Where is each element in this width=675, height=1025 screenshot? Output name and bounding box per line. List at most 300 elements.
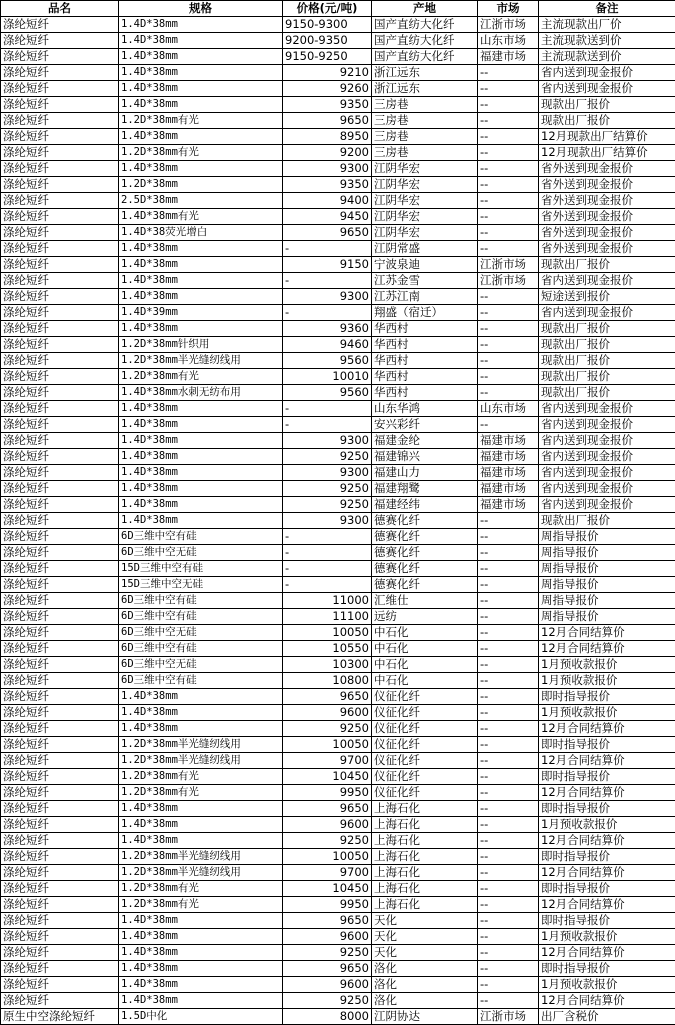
cell-remark: 省内送到现金报价 [539,81,675,97]
cell-remark: 省外送到现金报价 [539,209,675,225]
cell-spec: 1.4D*38mm [119,241,283,257]
cell-price: 9560 [283,353,372,369]
cell-market: -- [478,113,539,129]
cell-origin: 江阴华宏 [372,209,478,225]
cell-price: 9560 [283,385,372,401]
table-row [1,1009,675,1025]
table-row [1,865,675,881]
cell-market: -- [478,369,539,385]
cell-product: 涤纶短纤 [1,465,119,481]
table-row [1,193,675,209]
cell-origin: 华西村 [372,353,478,369]
cell-market: -- [478,913,539,929]
cell-market: -- [478,529,539,545]
cell-market: -- [478,993,539,1009]
table-row [1,801,675,817]
cell-origin: 仪征化纤 [372,705,478,721]
cell-remark: 即时指导报价 [539,849,675,865]
cell-remark: 省内送到现金报价 [539,417,675,433]
cell-price: 9650 [283,689,372,705]
cell-spec: 1.4D*38mm [119,481,283,497]
cell-remark: 1月预收款报价 [539,657,675,673]
cell-market: -- [478,705,539,721]
cell-product: 涤纶短纤 [1,657,119,673]
table-row [1,241,675,257]
cell-market: -- [478,225,539,241]
table-row [1,929,675,945]
cell-spec: 1.4D*38mm [119,17,283,33]
cell-market: -- [478,785,539,801]
cell-remark: 12月合同结算价 [539,785,675,801]
cell-market: -- [478,145,539,161]
cell-origin: 福建锦兴 [372,449,478,465]
cell-spec: 1.4D*38mm [119,257,283,273]
table-row [1,913,675,929]
table-row [1,721,675,737]
cell-spec: 1.4D*38mm水刺无纺布用 [119,385,283,401]
table-row [1,689,675,705]
table-row [1,881,675,897]
cell-price: 10450 [283,881,372,897]
cell-market: -- [478,593,539,609]
cell-remark: 省外送到现金报价 [539,193,675,209]
cell-remark: 周指导报价 [539,593,675,609]
table-row [1,97,675,113]
table-row [1,561,675,577]
cell-origin: 上海石化 [372,849,478,865]
cell-product: 涤纶短纤 [1,705,119,721]
cell-market: -- [478,241,539,257]
cell-origin: 华西村 [372,369,478,385]
cell-price: 9260 [283,81,372,97]
cell-origin: 天化 [372,945,478,961]
header-origin: 产地 [372,1,478,17]
cell-market: -- [478,81,539,97]
cell-origin: 国产直纺大化纤 [372,17,478,33]
cell-spec: 1.4D*38mm [119,129,283,145]
table-row [1,513,675,529]
cell-market: -- [478,161,539,177]
cell-product: 涤纶短纤 [1,129,119,145]
cell-remark: 主流现款送到价 [539,33,675,49]
cell-market: -- [478,417,539,433]
cell-market: -- [478,337,539,353]
cell-remark: 12月合同结算价 [539,721,675,737]
cell-product: 涤纶短纤 [1,945,119,961]
cell-spec: 6D三维中空有硅 [119,609,283,625]
cell-price: - [283,529,372,545]
cell-origin: 江苏江南 [372,289,478,305]
cell-market: -- [478,897,539,913]
cell-price: - [283,401,372,417]
cell-remark: 即时指导报价 [539,801,675,817]
cell-origin: 上海石化 [372,817,478,833]
table-row [1,385,675,401]
cell-product: 涤纶短纤 [1,849,119,865]
cell-spec: 1.4D*38mm [119,33,283,49]
cell-origin: 仪征化纤 [372,753,478,769]
cell-price: 9700 [283,753,372,769]
cell-origin: 福建金纶 [372,433,478,449]
cell-origin: 德赛化纤 [372,513,478,529]
cell-product: 涤纶短纤 [1,433,119,449]
cell-price: 10550 [283,641,372,657]
cell-remark: 省内送到现金报价 [539,433,675,449]
cell-origin: 洛化 [372,977,478,993]
cell-spec: 1.4D*38mm [119,961,283,977]
cell-product: 涤纶短纤 [1,385,119,401]
cell-origin: 上海石化 [372,881,478,897]
cell-remark: 12月现款出厂结算价 [539,129,675,145]
cell-origin: 安兴彩纤 [372,417,478,433]
cell-spec: 1.2D*38mm有光 [119,113,283,129]
table-row [1,945,675,961]
table-row [1,769,675,785]
cell-origin: 仪征化纤 [372,689,478,705]
cell-spec: 1.4D*38mm [119,97,283,113]
cell-remark: 即时指导报价 [539,737,675,753]
table-row [1,17,675,33]
table-row [1,369,675,385]
cell-product: 涤纶短纤 [1,49,119,65]
cell-origin: 洛化 [372,961,478,977]
cell-origin: 德赛化纤 [372,529,478,545]
cell-spec: 1.4D*38mm [119,705,283,721]
cell-price: 9600 [283,929,372,945]
cell-origin: 三房巷 [372,113,478,129]
cell-origin: 中石化 [372,625,478,641]
cell-product: 涤纶短纤 [1,993,119,1009]
cell-market: -- [478,689,539,705]
cell-product: 涤纶短纤 [1,865,119,881]
cell-price: 10450 [283,769,372,785]
cell-price: 9300 [283,161,372,177]
cell-origin: 中石化 [372,641,478,657]
table-row [1,817,675,833]
cell-spec: 1.4D*38mm [119,465,283,481]
cell-remark: 1月预收款报价 [539,705,675,721]
cell-product: 涤纶短纤 [1,209,119,225]
table-row [1,417,675,433]
cell-product: 涤纶短纤 [1,369,119,385]
cell-remark: 省外送到现金报价 [539,225,675,241]
cell-origin: 福建山力 [372,465,478,481]
table-row [1,225,675,241]
cell-remark: 省内送到现金报价 [539,273,675,289]
table-row [1,337,675,353]
cell-spec: 1.2D*38mm半光缝纫线用 [119,753,283,769]
table-row [1,289,675,305]
cell-spec: 1.4D*38mm [119,449,283,465]
cell-origin: 江阴华宏 [372,193,478,209]
cell-product: 涤纶短纤 [1,577,119,593]
cell-product: 涤纶短纤 [1,561,119,577]
cell-product: 涤纶短纤 [1,417,119,433]
cell-market: -- [478,753,539,769]
cell-price: 9650 [283,961,372,977]
cell-price: 9250 [283,721,372,737]
cell-spec: 1.4D*39mm [119,305,283,321]
cell-market: -- [478,625,539,641]
cell-price: 9700 [283,865,372,881]
cell-remark: 12月合同结算价 [539,993,675,1009]
cell-remark: 1月预收款报价 [539,817,675,833]
cell-origin: 福建经纬 [372,497,478,513]
cell-price: 9250 [283,833,372,849]
cell-product: 涤纶短纤 [1,497,119,513]
cell-origin: 汇维仕 [372,593,478,609]
cell-origin: 宁波泉迪 [372,257,478,273]
cell-price: 9650 [283,913,372,929]
cell-spec: 6D三维中空无硅 [119,545,283,561]
cell-remark: 主流现款送到价 [539,49,675,65]
cell-spec: 1.4D*38mm [119,497,283,513]
cell-spec: 1.2D*38mm半光缝纫线用 [119,737,283,753]
cell-market: -- [478,321,539,337]
table-row [1,113,675,129]
cell-price: - [283,273,372,289]
cell-product: 涤纶短纤 [1,17,119,33]
cell-product: 涤纶短纤 [1,145,119,161]
table-row [1,321,675,337]
cell-price: 9300 [283,513,372,529]
cell-remark: 省内送到现金报价 [539,401,675,417]
cell-origin: 福建翔鹭 [372,481,478,497]
cell-remark: 即时指导报价 [539,913,675,929]
cell-spec: 6D三维中空有硅 [119,593,283,609]
cell-product: 涤纶短纤 [1,401,119,417]
cell-market: -- [478,961,539,977]
cell-spec: 1.2D*38mm有光 [119,897,283,913]
cell-remark: 省内送到现金报价 [539,465,675,481]
cell-price: 9650 [283,801,372,817]
table-row [1,833,675,849]
table-row [1,977,675,993]
cell-remark: 现款出厂报价 [539,513,675,529]
table-row [1,465,675,481]
cell-spec: 1.4D*38mm [119,273,283,289]
cell-market: -- [478,513,539,529]
table-row [1,449,675,465]
cell-price: 9600 [283,977,372,993]
cell-product: 涤纶短纤 [1,337,119,353]
cell-price: 9360 [283,321,372,337]
table-row [1,81,675,97]
header-market: 市场 [478,1,539,17]
cell-remark: 现款出厂报价 [539,257,675,273]
cell-product: 涤纶短纤 [1,881,119,897]
cell-product: 涤纶短纤 [1,961,119,977]
cell-remark: 现款出厂报价 [539,337,675,353]
cell-spec: 1.2D*38mm [119,177,283,193]
cell-market: -- [478,177,539,193]
cell-spec: 1.4D*38mm [119,513,283,529]
cell-origin: 华西村 [372,337,478,353]
cell-price: - [283,577,372,593]
cell-price: 9150-9250 [283,49,372,65]
cell-product: 涤纶短纤 [1,929,119,945]
table-row [1,257,675,273]
cell-spec: 1.4D*38荧光增白 [119,225,283,241]
cell-product: 涤纶短纤 [1,65,119,81]
cell-price: 10010 [283,369,372,385]
cell-product: 涤纶短纤 [1,353,119,369]
cell-remark: 周指导报价 [539,577,675,593]
cell-market: -- [478,657,539,673]
cell-remark: 现款出厂报价 [539,97,675,113]
cell-market: 福建市场 [478,465,539,481]
cell-price: 9300 [283,289,372,305]
cell-spec: 1.2D*38mm有光 [119,785,283,801]
cell-product: 涤纶短纤 [1,513,119,529]
header-remark: 备注 [539,1,675,17]
cell-origin: 德赛化纤 [372,545,478,561]
table-row [1,49,675,65]
cell-remark: 1月预收款报价 [539,929,675,945]
cell-price: 9600 [283,705,372,721]
cell-spec: 1.2D*38mm半光缝纫线用 [119,353,283,369]
cell-market: 山东市场 [478,401,539,417]
cell-market: 山东市场 [478,33,539,49]
cell-remark: 省内送到现金报价 [539,449,675,465]
cell-origin: 翔盛（宿迁） [372,305,478,321]
cell-market: 福建市场 [478,49,539,65]
cell-market: 江浙市场 [478,1009,539,1025]
cell-origin: 山东华鸿 [372,401,478,417]
cell-market: -- [478,609,539,625]
cell-origin: 上海石化 [372,865,478,881]
cell-origin: 上海石化 [372,801,478,817]
table-row [1,593,675,609]
cell-market: -- [478,737,539,753]
table-row [1,353,675,369]
table-row [1,209,675,225]
cell-price: 10800 [283,673,372,689]
cell-spec: 1.4D*38mm [119,993,283,1009]
cell-product: 涤纶短纤 [1,257,119,273]
cell-spec: 2.5D*38mm [119,193,283,209]
cell-origin: 天化 [372,913,478,929]
cell-origin: 三房巷 [372,129,478,145]
cell-remark: 周指导报价 [539,609,675,625]
cell-product: 涤纶短纤 [1,641,119,657]
cell-product: 涤纶短纤 [1,481,119,497]
cell-spec: 1.2D*38mm有光 [119,145,283,161]
cell-remark: 12月合同结算价 [539,625,675,641]
cell-product: 涤纶短纤 [1,161,119,177]
cell-price: 9460 [283,337,372,353]
cell-spec: 1.2D*38mm半光缝纫线用 [119,865,283,881]
cell-remark: 周指导报价 [539,561,675,577]
cell-product: 涤纶短纤 [1,625,119,641]
cell-origin: 德赛化纤 [372,561,478,577]
cell-price: 9350 [283,177,372,193]
header-product: 品名 [1,1,119,17]
cell-product: 涤纶短纤 [1,193,119,209]
cell-remark: 1月预收款报价 [539,977,675,993]
cell-remark: 省内送到现金报价 [539,305,675,321]
cell-product: 涤纶短纤 [1,529,119,545]
table-row [1,737,675,753]
cell-market: 福建市场 [478,433,539,449]
cell-remark: 现款出厂报价 [539,321,675,337]
cell-remark: 12月合同结算价 [539,865,675,881]
table-row [1,529,675,545]
cell-origin: 国产直纺大化纤 [372,33,478,49]
cell-market: 福建市场 [478,449,539,465]
cell-spec: 1.4D*38mm [119,65,283,81]
cell-remark: 省内送到现金报价 [539,497,675,513]
cell-market: -- [478,817,539,833]
cell-product: 涤纶短纤 [1,833,119,849]
cell-spec: 1.4D*38mm [119,817,283,833]
cell-origin: 仪征化纤 [372,785,478,801]
header-spec: 规格 [119,1,283,17]
cell-market: -- [478,673,539,689]
cell-product: 涤纶短纤 [1,913,119,929]
cell-price: 9400 [283,193,372,209]
cell-price: 10050 [283,625,372,641]
table-row [1,129,675,145]
table-row [1,673,675,689]
cell-market: -- [478,641,539,657]
cell-spec: 1.4D*38mm [119,81,283,97]
cell-market: -- [478,721,539,737]
cell-origin: 德赛化纤 [372,577,478,593]
cell-market: 福建市场 [478,497,539,513]
cell-product: 涤纶短纤 [1,97,119,113]
cell-price: 9250 [283,993,372,1009]
cell-product: 涤纶短纤 [1,289,119,305]
cell-product: 涤纶短纤 [1,673,119,689]
cell-market: -- [478,929,539,945]
cell-spec: 1.4D*38mm [119,161,283,177]
cell-price: - [283,417,372,433]
cell-product: 涤纶短纤 [1,785,119,801]
cell-product: 涤纶短纤 [1,449,119,465]
cell-spec: 1.4D*38mm [119,433,283,449]
cell-product: 涤纶短纤 [1,305,119,321]
table-row [1,65,675,81]
cell-market: -- [478,865,539,881]
cell-remark: 现款出厂报价 [539,369,675,385]
cell-price: 9950 [283,785,372,801]
cell-price: - [283,305,372,321]
cell-product: 涤纶短纤 [1,769,119,785]
cell-price: - [283,561,372,577]
cell-price: 8950 [283,129,372,145]
header-price: 价格(元/吨) [283,1,372,17]
table-row [1,545,675,561]
cell-spec: 1.4D*38mm [119,929,283,945]
cell-price: - [283,545,372,561]
cell-remark: 省内送到现金报价 [539,481,675,497]
cell-spec: 1.2D*38mm有光 [119,881,283,897]
cell-remark: 出厂含税价 [539,1009,675,1025]
cell-market: -- [478,97,539,113]
table-row [1,433,675,449]
cell-market: -- [478,769,539,785]
cell-spec: 1.2D*38mm半光缝纫线用 [119,849,283,865]
cell-product: 涤纶短纤 [1,81,119,97]
cell-price: 9300 [283,433,372,449]
cell-remark: 主流现款出厂价 [539,17,675,33]
cell-remark: 现款出厂报价 [539,353,675,369]
cell-spec: 6D三维中空有硅 [119,641,283,657]
cell-market: -- [478,561,539,577]
table-row [1,641,675,657]
cell-product: 涤纶短纤 [1,609,119,625]
